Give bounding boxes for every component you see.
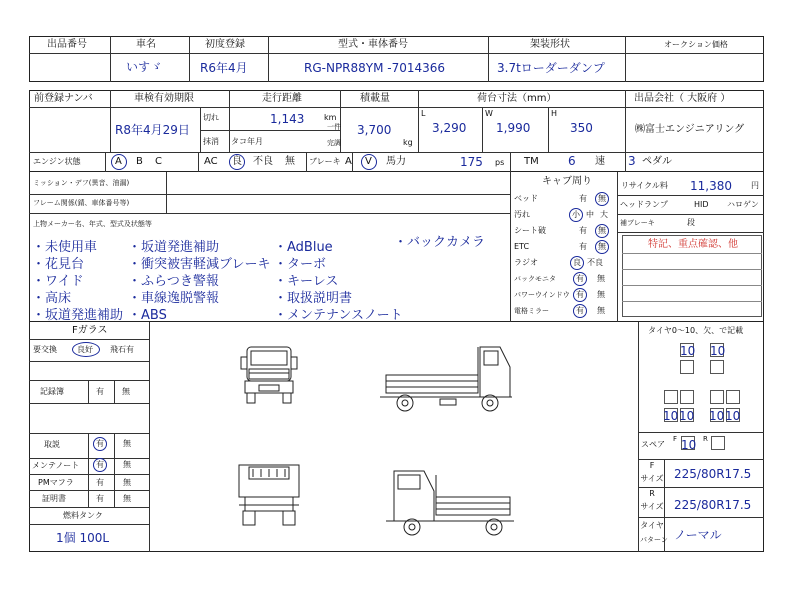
cab-row-medium: 中 <box>586 210 594 219</box>
cert-yes: 有 <box>96 494 104 503</box>
cab-row-label: 汚れ <box>514 210 530 219</box>
spare-r-box <box>711 436 725 450</box>
maint-label: メンテノート <box>32 461 80 470</box>
cab-row-no: 無 <box>598 226 606 235</box>
capacity-label: 積載量 <box>360 93 390 104</box>
notes-title: 特記、重点確認、他 <box>648 239 738 250</box>
cab-row-yes: 有 <box>576 290 584 299</box>
equipment-item: ・キーレス <box>274 274 339 289</box>
pm-no: 無 <box>123 478 131 487</box>
brake-a: A <box>345 156 352 167</box>
record-label: 記録簿 <box>40 387 64 396</box>
equipment-item: ・坂道発進補助 <box>128 240 220 255</box>
auction-price-label: オークション価格 <box>664 40 728 49</box>
cert-no: 無 <box>123 494 131 503</box>
body-type-value: 3.7tローダーダンプ <box>497 61 605 75</box>
cab-row-label: ETC <box>514 242 530 251</box>
small-note-1: 一件 <box>327 123 341 131</box>
cab-row-small: 小 <box>572 210 580 219</box>
pedal-label: ペダル <box>642 156 672 167</box>
maint-yes: 有 <box>96 460 104 469</box>
kire-label: 切れ <box>203 113 219 122</box>
cab-row-yes: 有 <box>579 194 587 203</box>
cab-row-label: 電格ミラー <box>514 307 549 315</box>
equipment-item: ・取扱説明書 <box>274 291 353 306</box>
inspection-label: 車検有効期限 <box>134 93 194 104</box>
pattern-value: ノーマル <box>674 528 722 542</box>
cab-row-label: バックモニタ <box>514 275 556 283</box>
tire-rear-2: 10 <box>679 409 695 423</box>
manual-no: 無 <box>123 439 131 448</box>
cab-row-large: 大 <box>600 210 608 219</box>
equipment-item: ・ワイド <box>32 274 84 289</box>
cab-row-good: 良 <box>573 258 581 267</box>
equipment-col1 <box>32 236 123 321</box>
body-type-label: 架装形状 <box>530 39 570 50</box>
hp-label: 馬力 <box>386 156 406 167</box>
fuel-label: 燃料タンク <box>63 511 103 520</box>
glass-title: Fガラス <box>72 325 108 336</box>
cab-row-no: 無 <box>598 242 606 251</box>
record-yes: 有 <box>96 387 104 396</box>
engine-label: エンジン状態 <box>33 157 81 166</box>
cab-row-no: 無 <box>597 274 605 283</box>
engine-grade-c: C <box>155 156 162 167</box>
glass-need: 要交換 <box>33 345 57 354</box>
yen-label: 円 <box>751 181 759 190</box>
recycle-value: 11,380 <box>690 179 732 193</box>
pm-yes: 有 <box>96 478 104 487</box>
recycle-label: リサイクル料 <box>621 181 668 190</box>
pedal-value: 3 <box>628 154 636 168</box>
hp-value: 175 <box>460 155 483 169</box>
equipment-item: ・未使用車 <box>32 240 98 255</box>
tire-rear-4: 10 <box>725 409 741 423</box>
cab-row-no: 無 <box>597 306 605 315</box>
tire-rear-3: 10 <box>709 409 725 423</box>
equipment-col2 <box>128 236 270 321</box>
equipment-item: ・ふらつき警報 <box>128 274 219 289</box>
spare-label: スペア <box>641 440 665 449</box>
lot-number-label: 出品番号 <box>47 39 87 50</box>
f-size-label-a: F <box>649 461 655 470</box>
engine-grade-b: B <box>136 156 143 167</box>
spare-f-value: 10 <box>681 438 697 452</box>
ac-bad: 不良 <box>253 156 273 167</box>
mission-label: ミッション・デフ(異音、油漏) <box>33 179 130 187</box>
pattern-label-a: タイヤ <box>640 521 664 530</box>
truck-rear-view <box>239 465 299 525</box>
capacity-value: 3,700 <box>357 123 392 137</box>
equipment-col3 <box>274 236 403 321</box>
pm-label: PMマフラ <box>38 478 74 487</box>
cab-row-yes: 有 <box>576 274 584 283</box>
bed-size-label: 荷台寸法（mm） <box>477 93 557 104</box>
f-size-value: 225/80R17.5 <box>674 467 752 481</box>
massho-label: 抹消 <box>203 137 219 146</box>
equipment-item: ・ABS <box>128 308 167 323</box>
make-value: いすゞ <box>126 60 163 74</box>
cab-row-yes: 有 <box>579 226 587 235</box>
tire-rear-1: 10 <box>663 409 679 423</box>
cab-row-label: ベッド <box>514 194 538 203</box>
ac-none: 無 <box>285 156 295 167</box>
height-label: H <box>551 109 558 118</box>
cab-title: キャブ周り <box>542 176 592 187</box>
cab-row-bad: 不良 <box>587 258 603 267</box>
ac-good: 良 <box>232 156 242 167</box>
equipment-col4 <box>394 231 485 250</box>
fuel-value: 1個 100L <box>56 531 110 545</box>
mileage-label: 走行距離 <box>262 93 302 104</box>
r-size-label-a: R <box>649 489 655 498</box>
engine-grade-a: A <box>115 156 122 167</box>
truck-side-view-1 <box>380 347 512 411</box>
small-note-2: 完調 <box>327 139 341 147</box>
truck-side-view-2 <box>386 471 514 535</box>
length-label: L <box>421 109 426 118</box>
equipment-item: ・坂道発進補助 <box>32 308 124 323</box>
make-label: 車名 <box>136 39 156 50</box>
tire-box <box>710 390 724 404</box>
frame-label: フレーム関係(錆、車体番号等) <box>33 199 130 207</box>
tm-value: 6 <box>568 154 576 168</box>
tire-title: タイヤ0〜10、欠、で記載 <box>648 326 744 335</box>
ps-unit: ps <box>495 158 505 167</box>
length-value: 3,290 <box>432 121 467 135</box>
first-reg-value: R6年4月 <box>200 61 248 75</box>
tire-box <box>664 390 678 404</box>
ac-label: AC <box>204 156 218 167</box>
height-value: 350 <box>570 121 593 135</box>
halogen-label: ハロゲン <box>727 200 759 209</box>
inspection-value: R8年4月29日 <box>115 123 190 137</box>
km-unit: km <box>324 113 337 122</box>
pattern-label-b: パターン <box>640 536 668 544</box>
glass-good: 良好 <box>77 345 93 354</box>
equipment-item: ・高床 <box>32 291 72 306</box>
equipment-label: 上物メーカー名、年式、型式及状態等 <box>33 220 152 228</box>
hid-label: HID <box>694 200 709 209</box>
equipment-item: ・ターボ <box>274 257 327 272</box>
manual-yes: 有 <box>96 439 104 448</box>
spare-f-label: F <box>673 435 678 443</box>
brake-v: V <box>365 156 372 167</box>
f-size-label-b: サイズ <box>640 474 664 483</box>
mileage-value: 1,143 <box>270 112 305 126</box>
dan-label: 段 <box>687 218 695 227</box>
equipment-item: ・AdBlue <box>274 240 333 255</box>
headlamp-label: ヘッドランプ <box>620 200 668 209</box>
cab-row-label: シート破 <box>514 226 546 235</box>
equipment-item: ・メンテナンスノート <box>274 308 403 323</box>
glass-chip: 飛石有 <box>110 345 134 354</box>
tire-box <box>680 390 694 404</box>
equipment-item: ・車線逸脱警報 <box>128 291 220 306</box>
truck-diagram <box>152 325 636 550</box>
seller-value: ㈱富士エンジニアリング <box>635 124 745 135</box>
truck-front-view <box>241 347 297 403</box>
brake-label: ブレーキ <box>309 157 341 166</box>
cert-label: 証明書 <box>42 494 66 503</box>
tm-label: TM <box>524 156 539 167</box>
manual-label: 取説 <box>44 440 60 449</box>
equipment-item: ・バックカメラ <box>394 235 486 250</box>
seller-label: 出品会社（ 大阪府 ） <box>634 93 731 104</box>
maint-no: 無 <box>123 460 131 469</box>
cab-row-no: 無 <box>597 290 605 299</box>
equipment-item: ・衝突被害軽減ブレーキ <box>128 257 271 272</box>
r-size-value: 225/80R17.5 <box>674 498 752 512</box>
tire-front-left: 10 <box>680 344 696 358</box>
cab-row-label: ラジオ <box>514 258 538 267</box>
tire-box <box>680 360 694 374</box>
cab-row-yes: 有 <box>576 306 584 315</box>
cab-row-yes: 有 <box>579 242 587 251</box>
model-chassis-value: RG-NPR88YM -7014366 <box>304 61 446 75</box>
tire-box <box>726 390 740 404</box>
cab-row-no: 無 <box>598 194 606 203</box>
cab-row-label: パワーウインドウ <box>514 291 570 299</box>
tire-front-right: 10 <box>710 344 726 358</box>
model-label: 型式・車体番号 <box>338 39 408 50</box>
equipment-item: ・花見台 <box>32 257 85 272</box>
record-no: 無 <box>122 387 130 396</box>
spare-r-label: R <box>703 435 708 443</box>
width-label: W <box>485 109 493 118</box>
width-value: 1,990 <box>496 121 531 135</box>
tire-box <box>710 360 724 374</box>
tacho-label: タコ年月 <box>231 137 263 146</box>
prev-plate-label: 前登録ナンバ <box>34 93 93 104</box>
kg-unit: kg <box>403 138 413 147</box>
r-size-label-b: サイズ <box>640 502 664 511</box>
speed-label: 速 <box>595 156 605 167</box>
aux-brake-label: 補ブレーキ <box>620 219 655 227</box>
first-reg-label: 初度登録 <box>205 39 245 50</box>
